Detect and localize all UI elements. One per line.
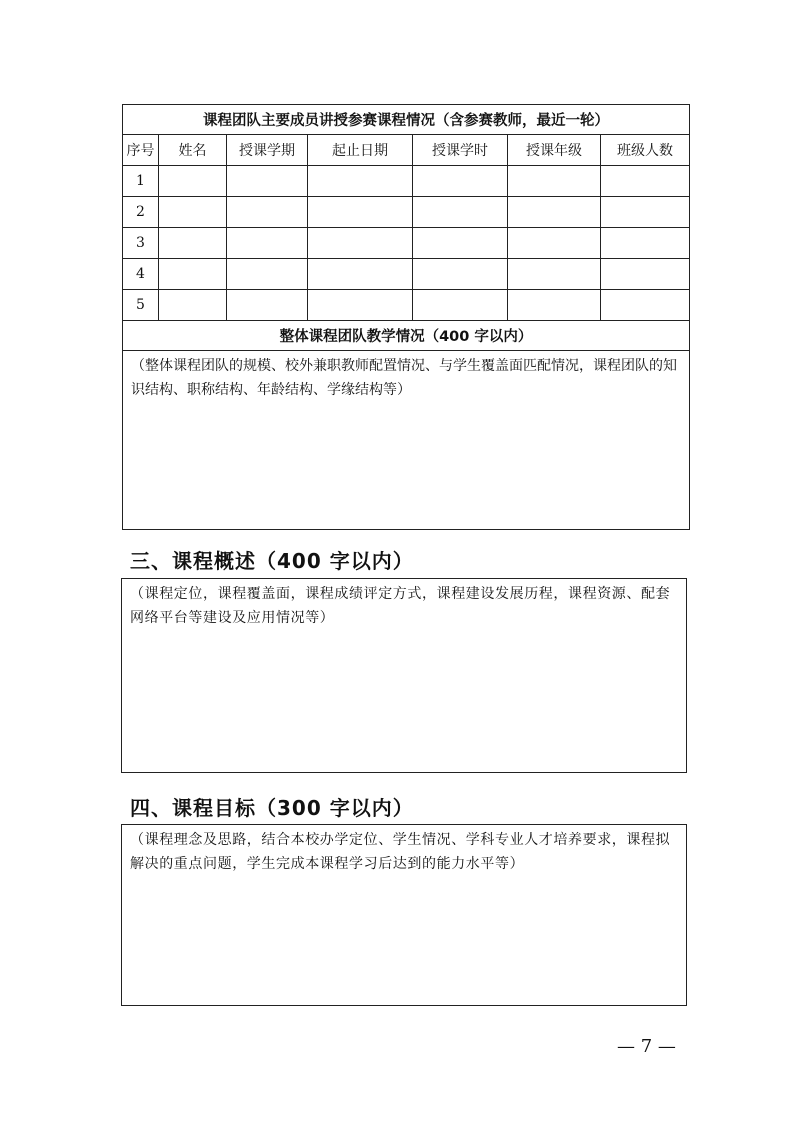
row-number: 1 bbox=[123, 166, 159, 197]
col-header-index: 序号 bbox=[123, 135, 159, 166]
cell-semester[interactable] bbox=[227, 166, 308, 197]
cell-hours[interactable] bbox=[413, 259, 508, 290]
cell-hours[interactable] bbox=[413, 228, 508, 259]
cell-grade[interactable] bbox=[508, 290, 601, 321]
cell-semester[interactable] bbox=[227, 228, 308, 259]
table-row bbox=[123, 290, 690, 321]
team-table-title: 课程团队主要成员讲授参赛课程情况（含参赛教师，最近一轮） bbox=[123, 105, 690, 135]
cell-name[interactable] bbox=[159, 228, 227, 259]
cell-name[interactable] bbox=[159, 290, 227, 321]
cell-name[interactable] bbox=[159, 259, 227, 290]
cell-hours[interactable] bbox=[413, 166, 508, 197]
col-header-semester: 授课学期 bbox=[227, 135, 308, 166]
cell-semester[interactable] bbox=[227, 259, 308, 290]
section-4-heading: 四、课程目标（300 字以内） bbox=[130, 796, 414, 820]
section-3-hint: （课程定位，课程覆盖面，课程成绩评定方式，课程建设发展历程，课程资源、配套网络平台等建设及应用情况等） bbox=[130, 586, 671, 626]
cell-grade[interactable] bbox=[508, 166, 601, 197]
cell-dates[interactable] bbox=[308, 259, 413, 290]
row-number: 2 bbox=[123, 197, 159, 228]
table-row bbox=[123, 197, 690, 228]
cell-name[interactable] bbox=[159, 197, 227, 228]
row-number: 3 bbox=[123, 228, 159, 259]
col-header-name: 姓名 bbox=[159, 135, 227, 166]
col-header-grade: 授课年级 bbox=[508, 135, 601, 166]
table-row bbox=[123, 228, 690, 259]
section-3-input-area[interactable] bbox=[121, 578, 687, 773]
table-row bbox=[123, 166, 690, 197]
cell-grade[interactable] bbox=[508, 228, 601, 259]
row-number: 4 bbox=[123, 259, 159, 290]
cell-class-size[interactable] bbox=[601, 166, 690, 197]
cell-dates[interactable] bbox=[308, 166, 413, 197]
cell-class-size[interactable] bbox=[601, 259, 690, 290]
col-header-hours: 授课学时 bbox=[413, 135, 508, 166]
cell-dates[interactable] bbox=[308, 197, 413, 228]
overall-team-hint: （整体课程团队的规模、校外兼职教师配置情况、与学生覆盖面匹配情况，课程团队的知识结构、职称结构、年龄结构、学缘结构等） bbox=[131, 358, 677, 398]
cell-dates[interactable] bbox=[308, 228, 413, 259]
section-4-input-area[interactable] bbox=[121, 824, 687, 1006]
overall-team-title: 整体课程团队教学情况（400 字以内） bbox=[123, 321, 690, 351]
cell-hours[interactable] bbox=[413, 290, 508, 321]
section-3-heading: 三、课程概述（400 字以内） bbox=[130, 549, 414, 573]
section-4-hint: （课程理念及思路，结合本校办学定位、学生情况、学科专业人才培养要求，课程拟解决的重点问题，学生完成本课程学习后达到的能力水平等） bbox=[130, 832, 671, 872]
cell-dates[interactable] bbox=[308, 290, 413, 321]
row-number: 5 bbox=[123, 290, 159, 321]
cell-grade[interactable] bbox=[508, 259, 601, 290]
col-header-class-size: 班级人数 bbox=[601, 135, 690, 166]
cell-semester[interactable] bbox=[227, 290, 308, 321]
cell-class-size[interactable] bbox=[601, 197, 690, 228]
page-number: — 7 — bbox=[617, 1036, 676, 1057]
cell-grade[interactable] bbox=[508, 197, 601, 228]
cell-class-size[interactable] bbox=[601, 228, 690, 259]
cell-name[interactable] bbox=[159, 166, 227, 197]
cell-hours[interactable] bbox=[413, 197, 508, 228]
cell-class-size[interactable] bbox=[601, 290, 690, 321]
col-header-dates: 起止日期 bbox=[308, 135, 413, 166]
cell-semester[interactable] bbox=[227, 197, 308, 228]
team-teaching-table bbox=[122, 104, 690, 530]
table-row bbox=[123, 259, 690, 290]
overall-team-input-area[interactable] bbox=[123, 351, 690, 530]
